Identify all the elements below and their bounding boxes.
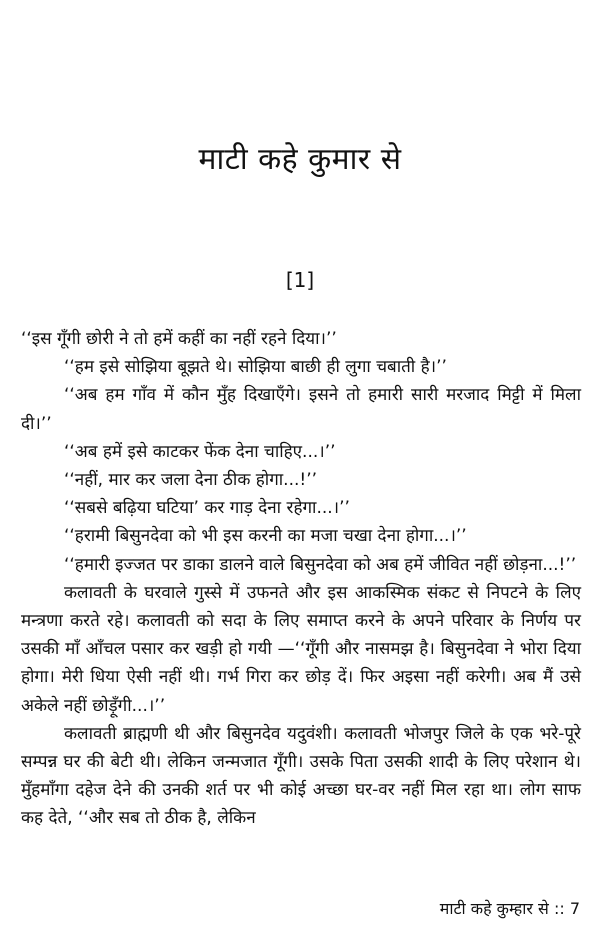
paragraph: ‘‘हमारी इज्जत पर डाका डालने वाले बिसुनदेवा को अब हमें जीवित नहीं छोड़ना...!’’ [64,554,577,575]
body-text [21,325,581,833]
paragraph: ‘‘सबसे बढ़िया घटिया’ कर गाड़ देना रहेगा...।’’ [64,498,350,519]
paragraph: ‘‘हम इसे सोझिया बूझते थे। सोझिया बाछी ही लुगा चबाती है।’’ [64,357,447,378]
paragraph: कलावती ब्राह्मणी थी और बिसुनदेव यदुवंशी। कलावती भोजपुर जिले के एक भरे-पूरे सम्पन्न घर की बेटी थी। लेकिन जन्मजात गूँगी। उसके पिता उसकी शादी के लिए परेशान थे। मुँहमाँगा दहेज देने की उनकी शर्त पर भी कोई अच्छा घर-वर नहीं मिल रहा था। लोग साफ कह देते, ‘‘और सब तो ठीक है, लेकिन [21,723,581,829]
chapter-title: माटी कहे कुमार से [198,142,402,177]
chapter-number: [1] [285,268,315,292]
paragraph: कलावती के घरवाले गुस्से में उफनते और इस आकस्मिक संकट से निपटने के लिए मन्त्रणा करते रहे। कलावती को सदा के लिए समाप्त करने के अपने परिवार के निर्णय पर उसकी माँ आँचल पसार कर खड़ी हो गयी —‘‘गूँगी और नासमझ है। बिसुनदेवा ने भोरा दिया होगा। मेरी धिया ऐसी नहीं थी। गर्भ गिरा कर छोड़ दें। फिर अइसा नहीं करेगी। अब मैं उसे अकेले नहीं छोड़ूँगी...।’’ [21,582,581,716]
paragraph: ‘‘अब हमें इसे काटकर फेंक देना चाहिए...।’’ [64,441,336,462]
paragraph: ‘‘हरामी बिसुनदेवा को भी इस करनी का मजा चखा देना होगा...।’’ [64,526,467,547]
paragraph: ‘‘नहीं, मार कर जला देना ठीक होगा...!’’ [64,470,318,491]
page-footer: माटी कहे कुम्हार से :: 7 [439,899,580,918]
paragraph: ‘‘इस गूँगी छोरी ने तो हमें कहीं का नहीं रहने दिया।’’ [21,329,337,349]
paragraph: ‘‘अब हम गाँव में कौन मुँह दिखाएँगे। इसने तो हमारी सारी मरजाद मिट्टी में मिला दी।’’ [21,385,581,434]
